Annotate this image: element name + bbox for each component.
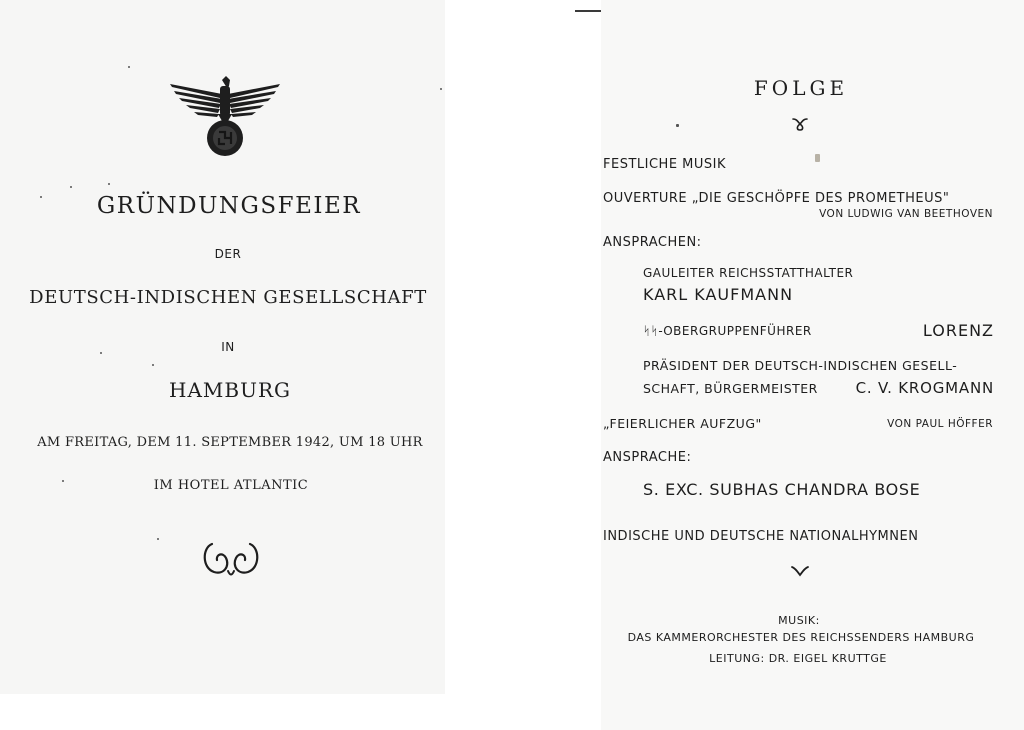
leitung-line: LEITUNG: DR. EIGEL KRUTTGE — [709, 652, 887, 665]
program-item-ansprache: ANSPRACHE: — [603, 450, 692, 465]
double-scroll-ornament-icon — [200, 538, 262, 580]
orchestra-line: DAS KAMMERORCHESTER DES REICHSSENDERS HAMBURG — [627, 631, 975, 644]
small-chevron-ornament-icon — [790, 565, 810, 577]
speaker2-title: ᛋᛋ-OBERGRUPPENFÜHRER — [643, 324, 812, 338]
eagle-emblem-icon — [166, 74, 284, 160]
scan-speck — [62, 480, 64, 482]
speaker1-name: KARL KAUFMANN — [643, 285, 794, 304]
date-line: AM FREITAG, DEM 11. SEPTEMBER 1942, UM 18 UHR — [37, 435, 423, 450]
musik-label: MUSIK: — [778, 614, 820, 627]
scan-speck — [440, 88, 442, 90]
program-item-aufzug: „FEIERLICHER AUFZUG" — [603, 416, 762, 431]
scan-speck — [157, 538, 159, 540]
small-loop-ornament-icon — [791, 116, 809, 132]
speaker3-line2: SCHAFT, BÜRGERMEISTER — [643, 381, 818, 396]
speaker3-name: C. V. KROGMANN — [855, 379, 994, 397]
scan-speck — [815, 154, 820, 162]
program-item-festliche-musik: FESTLICHE MUSIK — [603, 157, 727, 172]
der-label: DER — [214, 247, 242, 261]
speaker3-line1: PRÄSIDENT DER DEUTSCH-INDISCHEN GESELL- — [643, 358, 958, 373]
program-item-ouverture: OUVERTURE „DIE GESCHÖPFE DES PROMETHEUS" — [603, 191, 950, 206]
speaker4-name: S. EXC. SUBHAS CHANDRA BOSE — [643, 480, 921, 499]
event-title: GRÜNDUNGSFEIER — [96, 193, 362, 219]
ouverture-composer: VON LUDWIG VAN BEETHOVEN — [819, 208, 993, 220]
program-page — [601, 0, 1024, 730]
aufzug-composer: VON PAUL HÖFFER — [887, 418, 993, 430]
speaker2-name: LORENZ — [922, 321, 994, 340]
invitation-page — [0, 0, 445, 694]
scan-speck — [100, 352, 102, 354]
program-heading: FOLGE — [753, 76, 849, 100]
scan-speck — [152, 364, 154, 366]
venue-line: IM HOTEL ATLANTIC — [153, 478, 309, 493]
program-item-hymnen: INDISCHE UND DEUTSCHE NATIONALHYMNEN — [603, 529, 919, 544]
scan-gap — [575, 12, 601, 730]
speaker1-title: GAULEITER REICHSSTATTHALTER — [643, 266, 854, 280]
society-name: DEUTSCH-INDISCHEN GESELLSCHAFT — [29, 287, 427, 308]
scan-speck — [108, 183, 110, 185]
program-item-ansprachen: ANSPRACHEN: — [603, 235, 702, 250]
scan-speck — [70, 186, 72, 188]
in-label: IN — [221, 340, 235, 354]
scan-speck — [128, 66, 130, 68]
scan-speck — [40, 196, 42, 198]
city-name: HAMBURG — [169, 378, 291, 402]
scan-speck — [676, 124, 679, 127]
